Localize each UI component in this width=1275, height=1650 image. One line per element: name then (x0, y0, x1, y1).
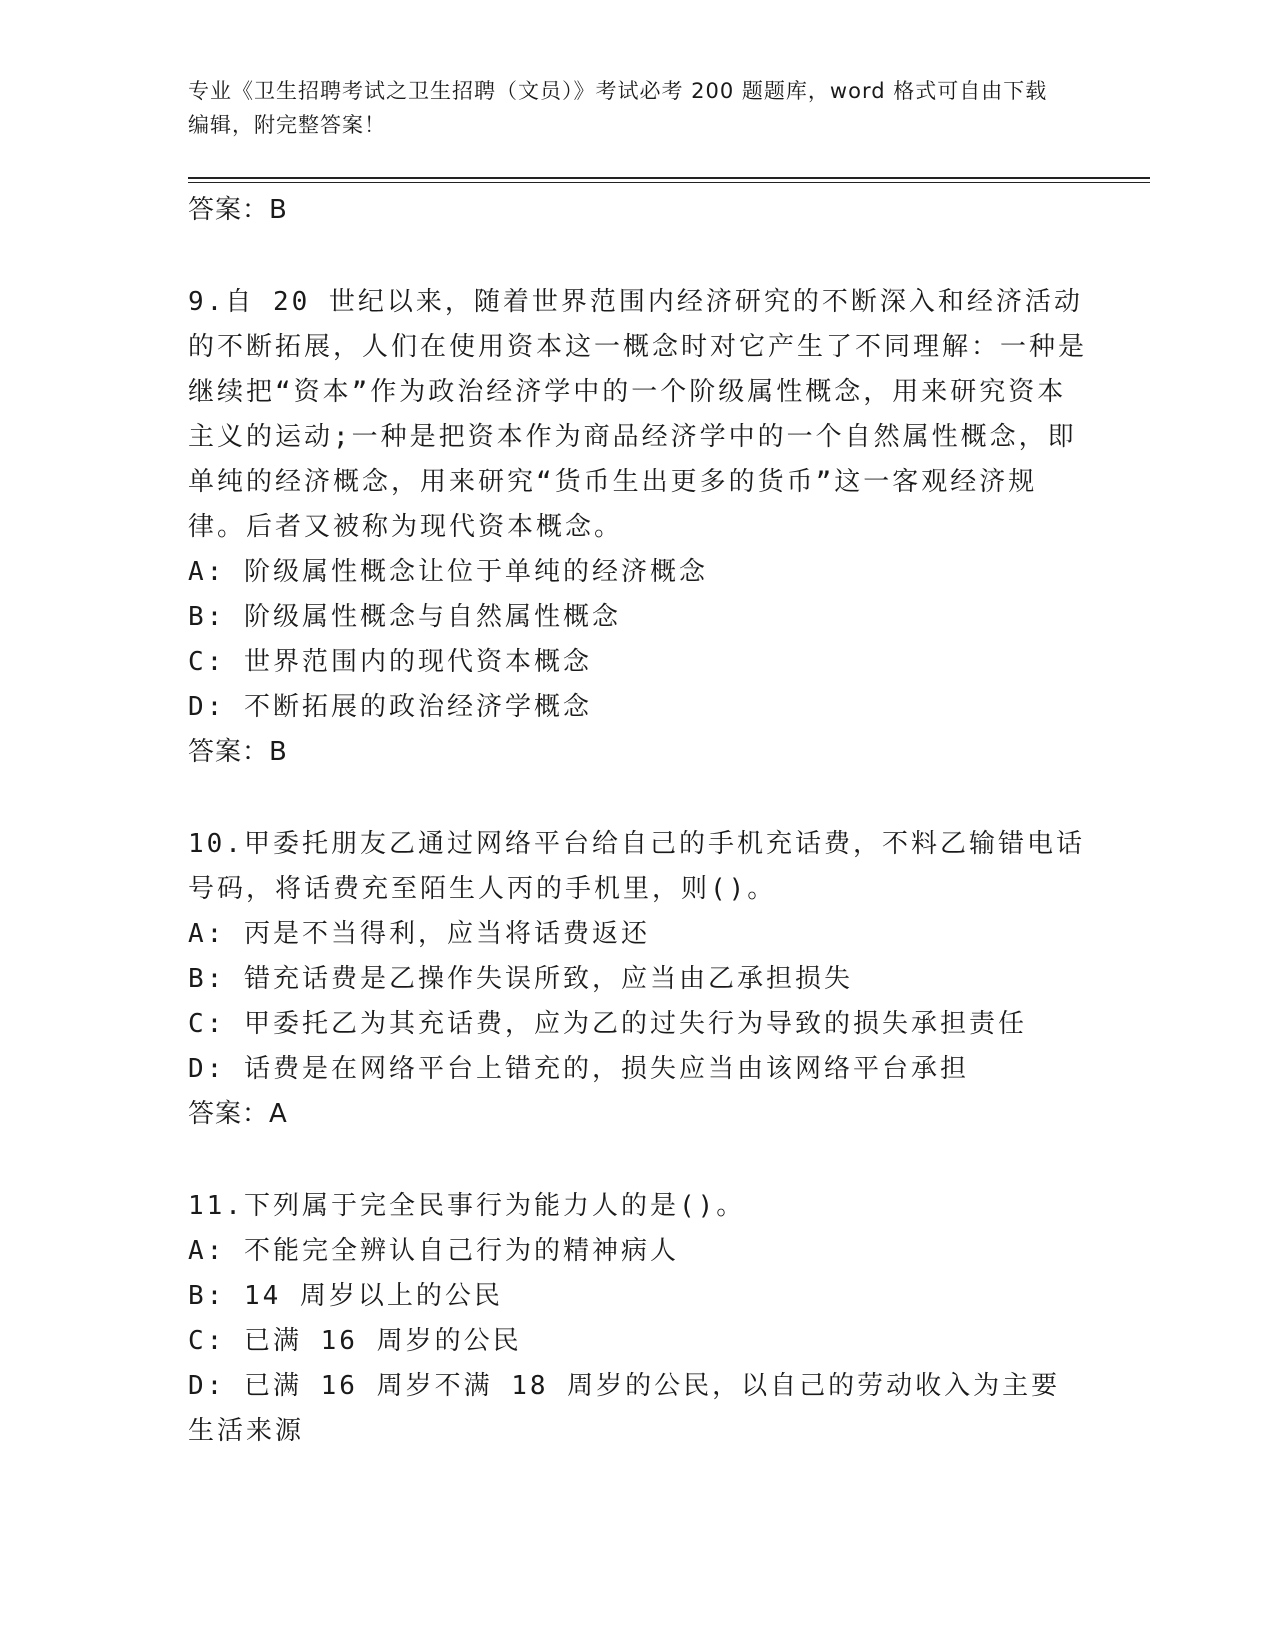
page-header: 专业《卫生招聘考试之卫生招聘（文员）》考试必考 200 题题库，word 格式可自由下载编辑，附完整答案！ (188, 79, 1048, 137)
question-list (188, 188, 1088, 1454)
header-rule-thin (188, 182, 1150, 183)
option-a: A: 不能完全辨认自己行为的精神病人 (188, 1236, 679, 1266)
option-d: D: 话费是在网络平台上错充的，损失应当由该网络平台承担 (188, 1054, 969, 1084)
question-stem: 9.自 20 世纪以来，随着世界范围内经济研究的不断深入和经济活动的不断拓展，人们在使用资本这一概念时对它产生了不同理解：一种是继续把“资本”作为政治经济学中的一个阶级属性概念，用来研究资本主义的运动;一种是把资本作为商品经济学中的一个自然属性概念，即单纯的经济概念，用来研究“货币生出更多的货币”这一客观经济规律。后者又被称为现代资本概念。 (188, 287, 1088, 542)
question-stem: 11.下列属于完全民事行为能力人的是()。 (188, 1191, 746, 1221)
option-c: C: 已满 16 周岁的公民 (188, 1326, 522, 1356)
question-11 (188, 1184, 1088, 1454)
option-a: A: 阶级属性概念让位于单纯的经济概念 (188, 557, 708, 587)
option-d: D: 不断拓展的政治经济学概念 (188, 692, 592, 722)
option-b: B: 14 周岁以上的公民 (188, 1281, 503, 1311)
answer-line: 答案：A (188, 1099, 288, 1129)
option-c: C: 世界范围内的现代资本概念 (188, 647, 592, 677)
option-c: C: 甲委托乙为其充话费，应为乙的过失行为导致的损失承担责任 (188, 1009, 1027, 1039)
question-10 (188, 822, 1088, 1136)
option-d: D: 已满 16 周岁不满 18 周岁的公民，以自己的劳动收入为主要生活来源 (188, 1371, 1061, 1446)
header-rule-thick (188, 177, 1150, 179)
option-b: B: 阶级属性概念与自然属性概念 (188, 602, 621, 632)
question-9 (188, 280, 1088, 774)
answer-line: 答案：B (188, 737, 288, 767)
option-b: B: 错充话费是乙操作失误所致，应当由乙承担损失 (188, 964, 853, 994)
answer-line: 答案：B (188, 195, 288, 225)
question-stem: 10.甲委托朋友乙通过网络平台给自己的手机充话费，不料乙输错电话号码，将话费充至陌生人丙的手机里，则()。 (188, 829, 1085, 904)
option-a: A: 丙是不当得利，应当将话费返还 (188, 919, 650, 949)
